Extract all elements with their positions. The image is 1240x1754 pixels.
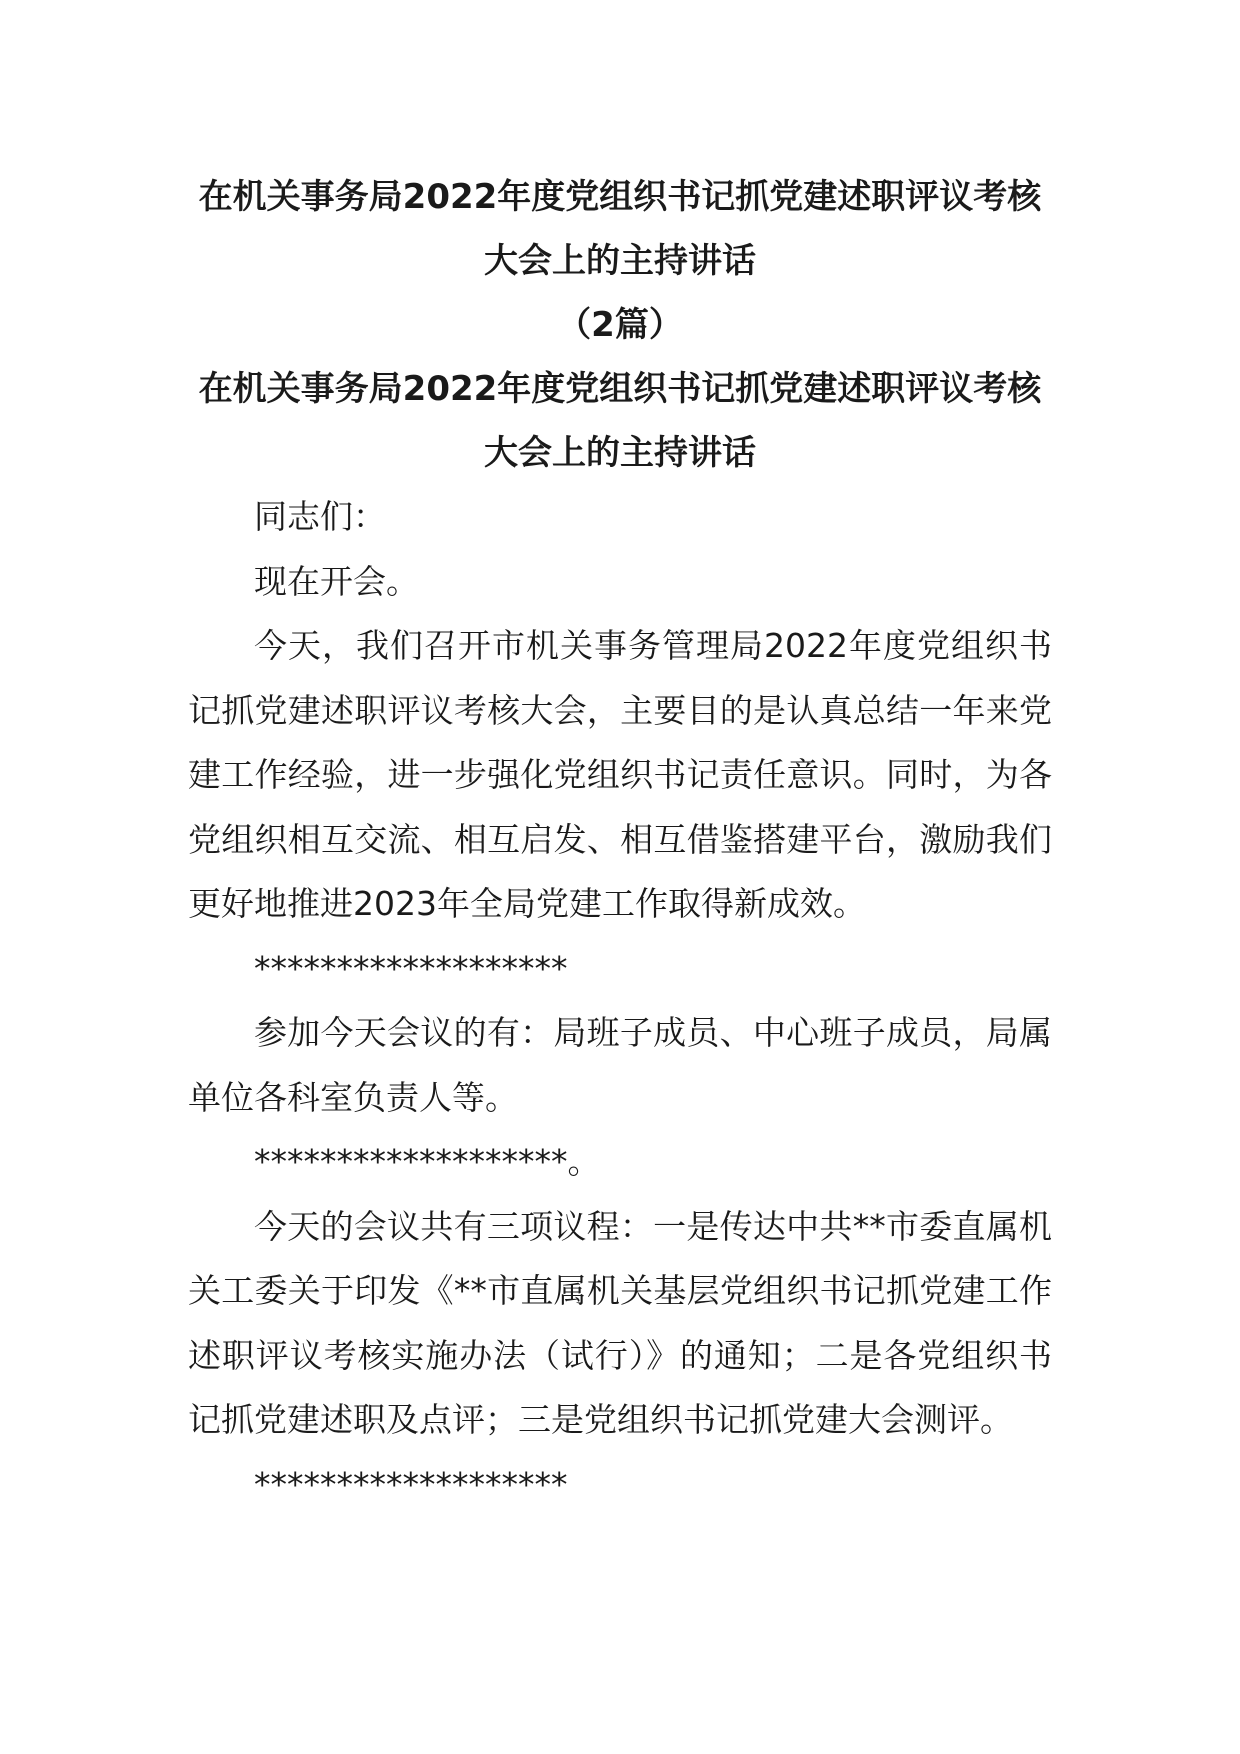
opening-paragraph: 现在开会。 xyxy=(254,561,419,601)
attendees-paragraph: 参加今天会议的有：局班子成员、中心班子成员，局属单位各科室负责人等。 xyxy=(188,1013,1052,1117)
redacted-line: *******************。 xyxy=(254,1142,601,1181)
article-title-line1: 在机关事务局2022年度党组织书记抓党建述职评议考核 xyxy=(198,369,1042,409)
document-page xyxy=(188,165,1052,1517)
header-title-line2: 大会上的主持讲话 xyxy=(484,241,756,281)
agenda-paragraph: 今天的会议共有三项议程：一是传达中共**市委直属机关工委关于印发《**市直属机关基层党组织书记抓党建工作述职评议考核实施办法（试行）》的通知；二是各党组织书记抓党建述职及点评；三是党组织书记抓党建大会测评。 xyxy=(188,1206,1052,1439)
header-subtitle: （2篇） xyxy=(557,305,683,345)
article-title-line2: 大会上的主持讲话 xyxy=(484,433,756,473)
header-title-line1: 在机关事务局2022年度党组织书记抓党建述职评议考核 xyxy=(198,177,1042,217)
purpose-paragraph: 今天，我们召开市机关事务管理局2022年度党组织书记抓党建述职评议考核大会，主要目的是认真总结一年来党建工作经验，进一步强化党组织书记责任意识。同时，为各党组织相互交流、相互启发、相互借鉴搭建平台，激励我们更好地推进2023年全局党建工作取得新成效。 xyxy=(188,626,1052,923)
redacted-line: ******************* xyxy=(254,948,568,988)
redacted-line: ******************* xyxy=(254,1464,568,1504)
salutation: 同志们： xyxy=(254,497,386,536)
